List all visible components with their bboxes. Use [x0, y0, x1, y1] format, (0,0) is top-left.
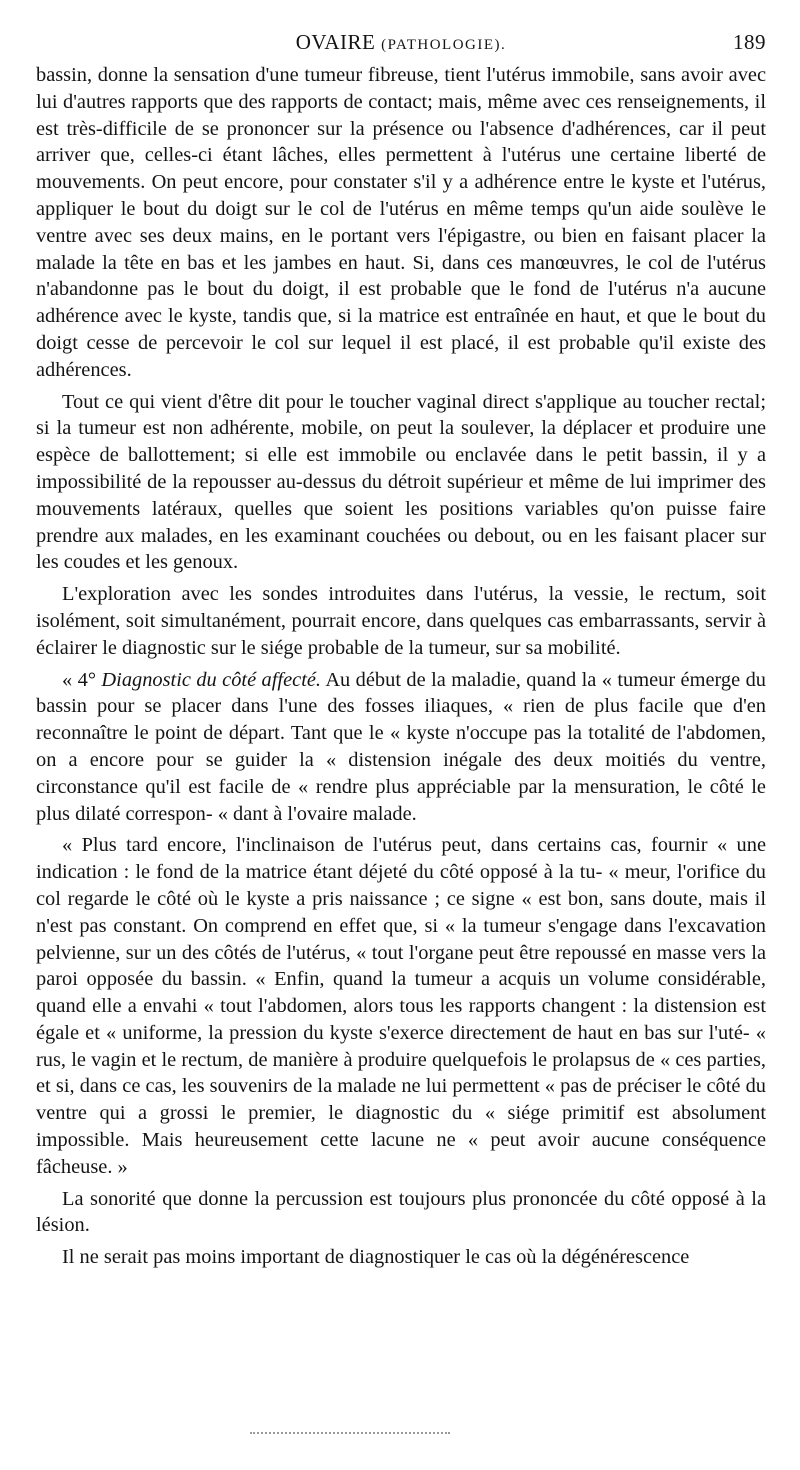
running-title-main: OVAIRE [295, 30, 376, 54]
running-title [36, 30, 766, 55]
paragraph-diagnostic-cote [36, 667, 766, 828]
running-title-subtitle: (PATHOLOGIE). [381, 37, 507, 53]
paragraph-exploration-sondes: L'exploration avec les sondes introduites dans l'utérus, la vessie, le rectum, soit isolément, soit simultanément, pourrait encore, dans quelques cas embarrassants, servir à éclairer le diagnostic sur le siége probable de la tumeur, sur sa mobilité. [36, 583, 766, 659]
paragraph-continued: bassin, donne la sensation d'une tumeur fibreuse, tient l'utérus immobile, sans avoir avec lui d'autres rapports que des rapports de contact; mais, même avec ces renseignements, il est très-difficile de se prononcer sur la présence ou l'absence d'adhérences, car il peut arriver que, celles-ci étant lâches, elles permettent à l'utérus une certaine liberté de mouvements. On peut encore, pour constater s'il y a adhérence entre le kyste et l'utérus, appliquer le bout du doigt sur le col de l'utérus en même temps qu'un aide soulève le ventre avec ses deux mains, en le portant vers l'épigastre, ou bien en faisant placer la malade la tête en bas et les jambes en haut. Si, dans ces manœuvres, le col de l'utérus n'abandonne pas le bout du doigt, il est probable que le fond de l'utérus n'a aucune adhérence avec le kyste, tandis que, si la matrice est entraînée en haut, et que le bout du doigt cesse de percevoir le col sur lequel il est placé, il est probable qu'il existe des adhérences. [36, 64, 766, 381]
paragraph-sonorite: La sonorité que donne la percussion est toujours plus prononcée du côté opposé à la lésion. [36, 1187, 766, 1237]
page-number: 189 [733, 30, 766, 54]
section-text: Au début de la maladie, quand la « tumeur émerge du bassin pour se placer dans l'une des fosses iliaques, « rien de plus facile que d'en reconnaître le point de départ. Tant que le « kyste n'occupe pas la totalité de l'abdomen, on a encore pour se guider la « distension inégale des deux moitiés du ventre, circonstance qu'il est facile de « rendre plus appréciable par la mensuration, le côté le plus dilaté correspon- « dant à l'ovaire malade. [36, 668, 766, 825]
paragraph-final: Il ne serait pas moins important de diagnostiquer le cas où la dégénérescence [62, 1246, 690, 1269]
section-number: « 4° [62, 668, 102, 691]
section-heading-italic: Diagnostic du côté affecté. [101, 668, 322, 691]
paragraph-plus-tard: « Plus tard encore, l'inclinaison de l'utérus peut, dans certains cas, fournir « une indication : le fond de la matrice étant déjeté du côté opposé à la tu- « meur, l'orifice du col regarde le côté où le kyste a pris naissance ; ce signe « est bon, sans doute, mais il n'est pas constant. On comprend en effet que, si « la tumeur s'engage dans l'excavation pelvienne, sur un des côtés de l'utérus, « tout l'organe peut être repoussé en masse vers la paroi opposée du bassin. « Enfin, quand la tumeur a acquis un volume considérable, quand elle a envahi « tout l'abdomen, alors tous les rapports changent : la distension est égale et « uniforme, la pression du kyste s'exerce directement de haut en bas sur l'uté- « rus, le vagin et le rectum, de manière à produire quelquefois le prolapsus de « ces parties, et si, dans ce cas, les souvenirs de la malade ne lui permettent « pas de préciser le côté du ventre qui a grossi le premier, le diagnostic du « siége primitif est absolument impossible. Mais heureusement cette lacune ne « peut avoir aucune conséquence fâcheuse. » [36, 834, 766, 1178]
footer-dotted-rule [250, 1432, 450, 1438]
paragraph-toucher-rectal: Tout ce qui vient d'être dit pour le toucher vaginal direct s'applique au toucher rectal; si la tumeur est non adhérente, mobile, on peut la soulever, la déplacer et produire une espèce de ballottement; si elle est immobile ou enclavée dans le petit bassin, il y a impossibilité de la repousser au-dessus du détroit supérieur et même de lui imprimer des mouvements latéraux, quelles que soient les positions variables qu'on puisse faire prendre aux malades, en les examinant couchées ou debout, ou en les faisant placer sur les coudes et les genoux. [36, 390, 766, 574]
body-text [36, 62, 766, 1271]
document-page [36, 26, 766, 1271]
running-header [36, 26, 766, 62]
